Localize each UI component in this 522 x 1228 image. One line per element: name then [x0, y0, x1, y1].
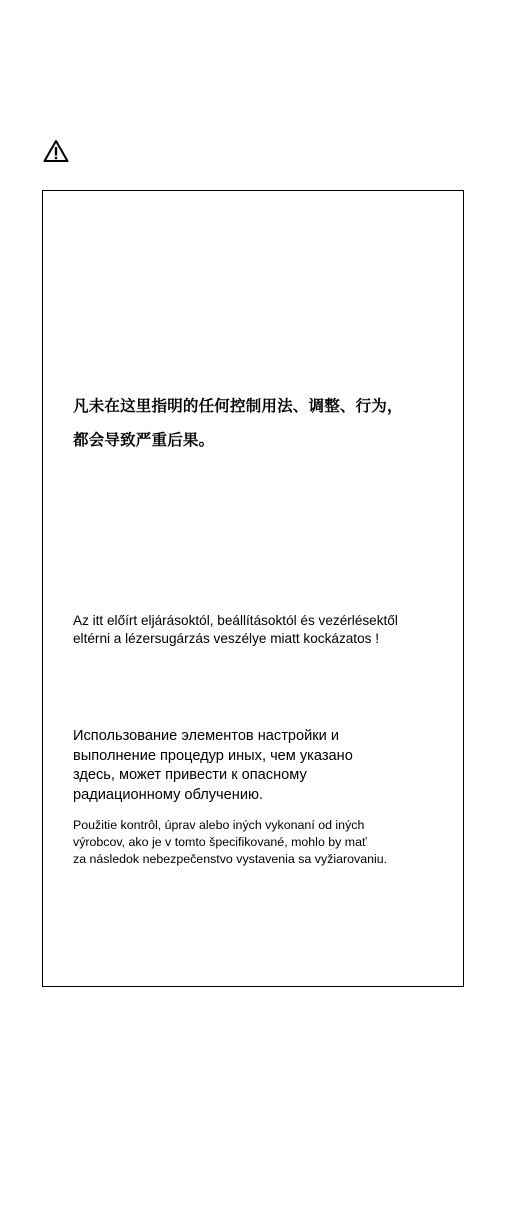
notice-chinese: 凡未在这里指明的任何控制用法、调整、行为， 都会导致严重后果。 [73, 397, 403, 449]
warning-triangle-icon [43, 139, 69, 163]
notice-slovak: Použitie kontrôl, úprav alebo iných vykonaní od iných výrobcov, ako je v tomto špecifikované, mohlo by mať za následok nebezpečenstvo vystavenia sa vyžiarovaniu. [73, 818, 388, 866]
notice-russian: Использование элементов настройки и выполнение процедур иных, чем указано здесь, может привести к опасному радиационному облучению. [73, 728, 353, 803]
notice-hungarian: Az itt előírt eljárásoktól, beállításoktól és vezérlésektől eltérni a lézersugárzás veszélye miatt kockázatos ! [73, 613, 398, 646]
laser-notice-box [42, 190, 464, 987]
